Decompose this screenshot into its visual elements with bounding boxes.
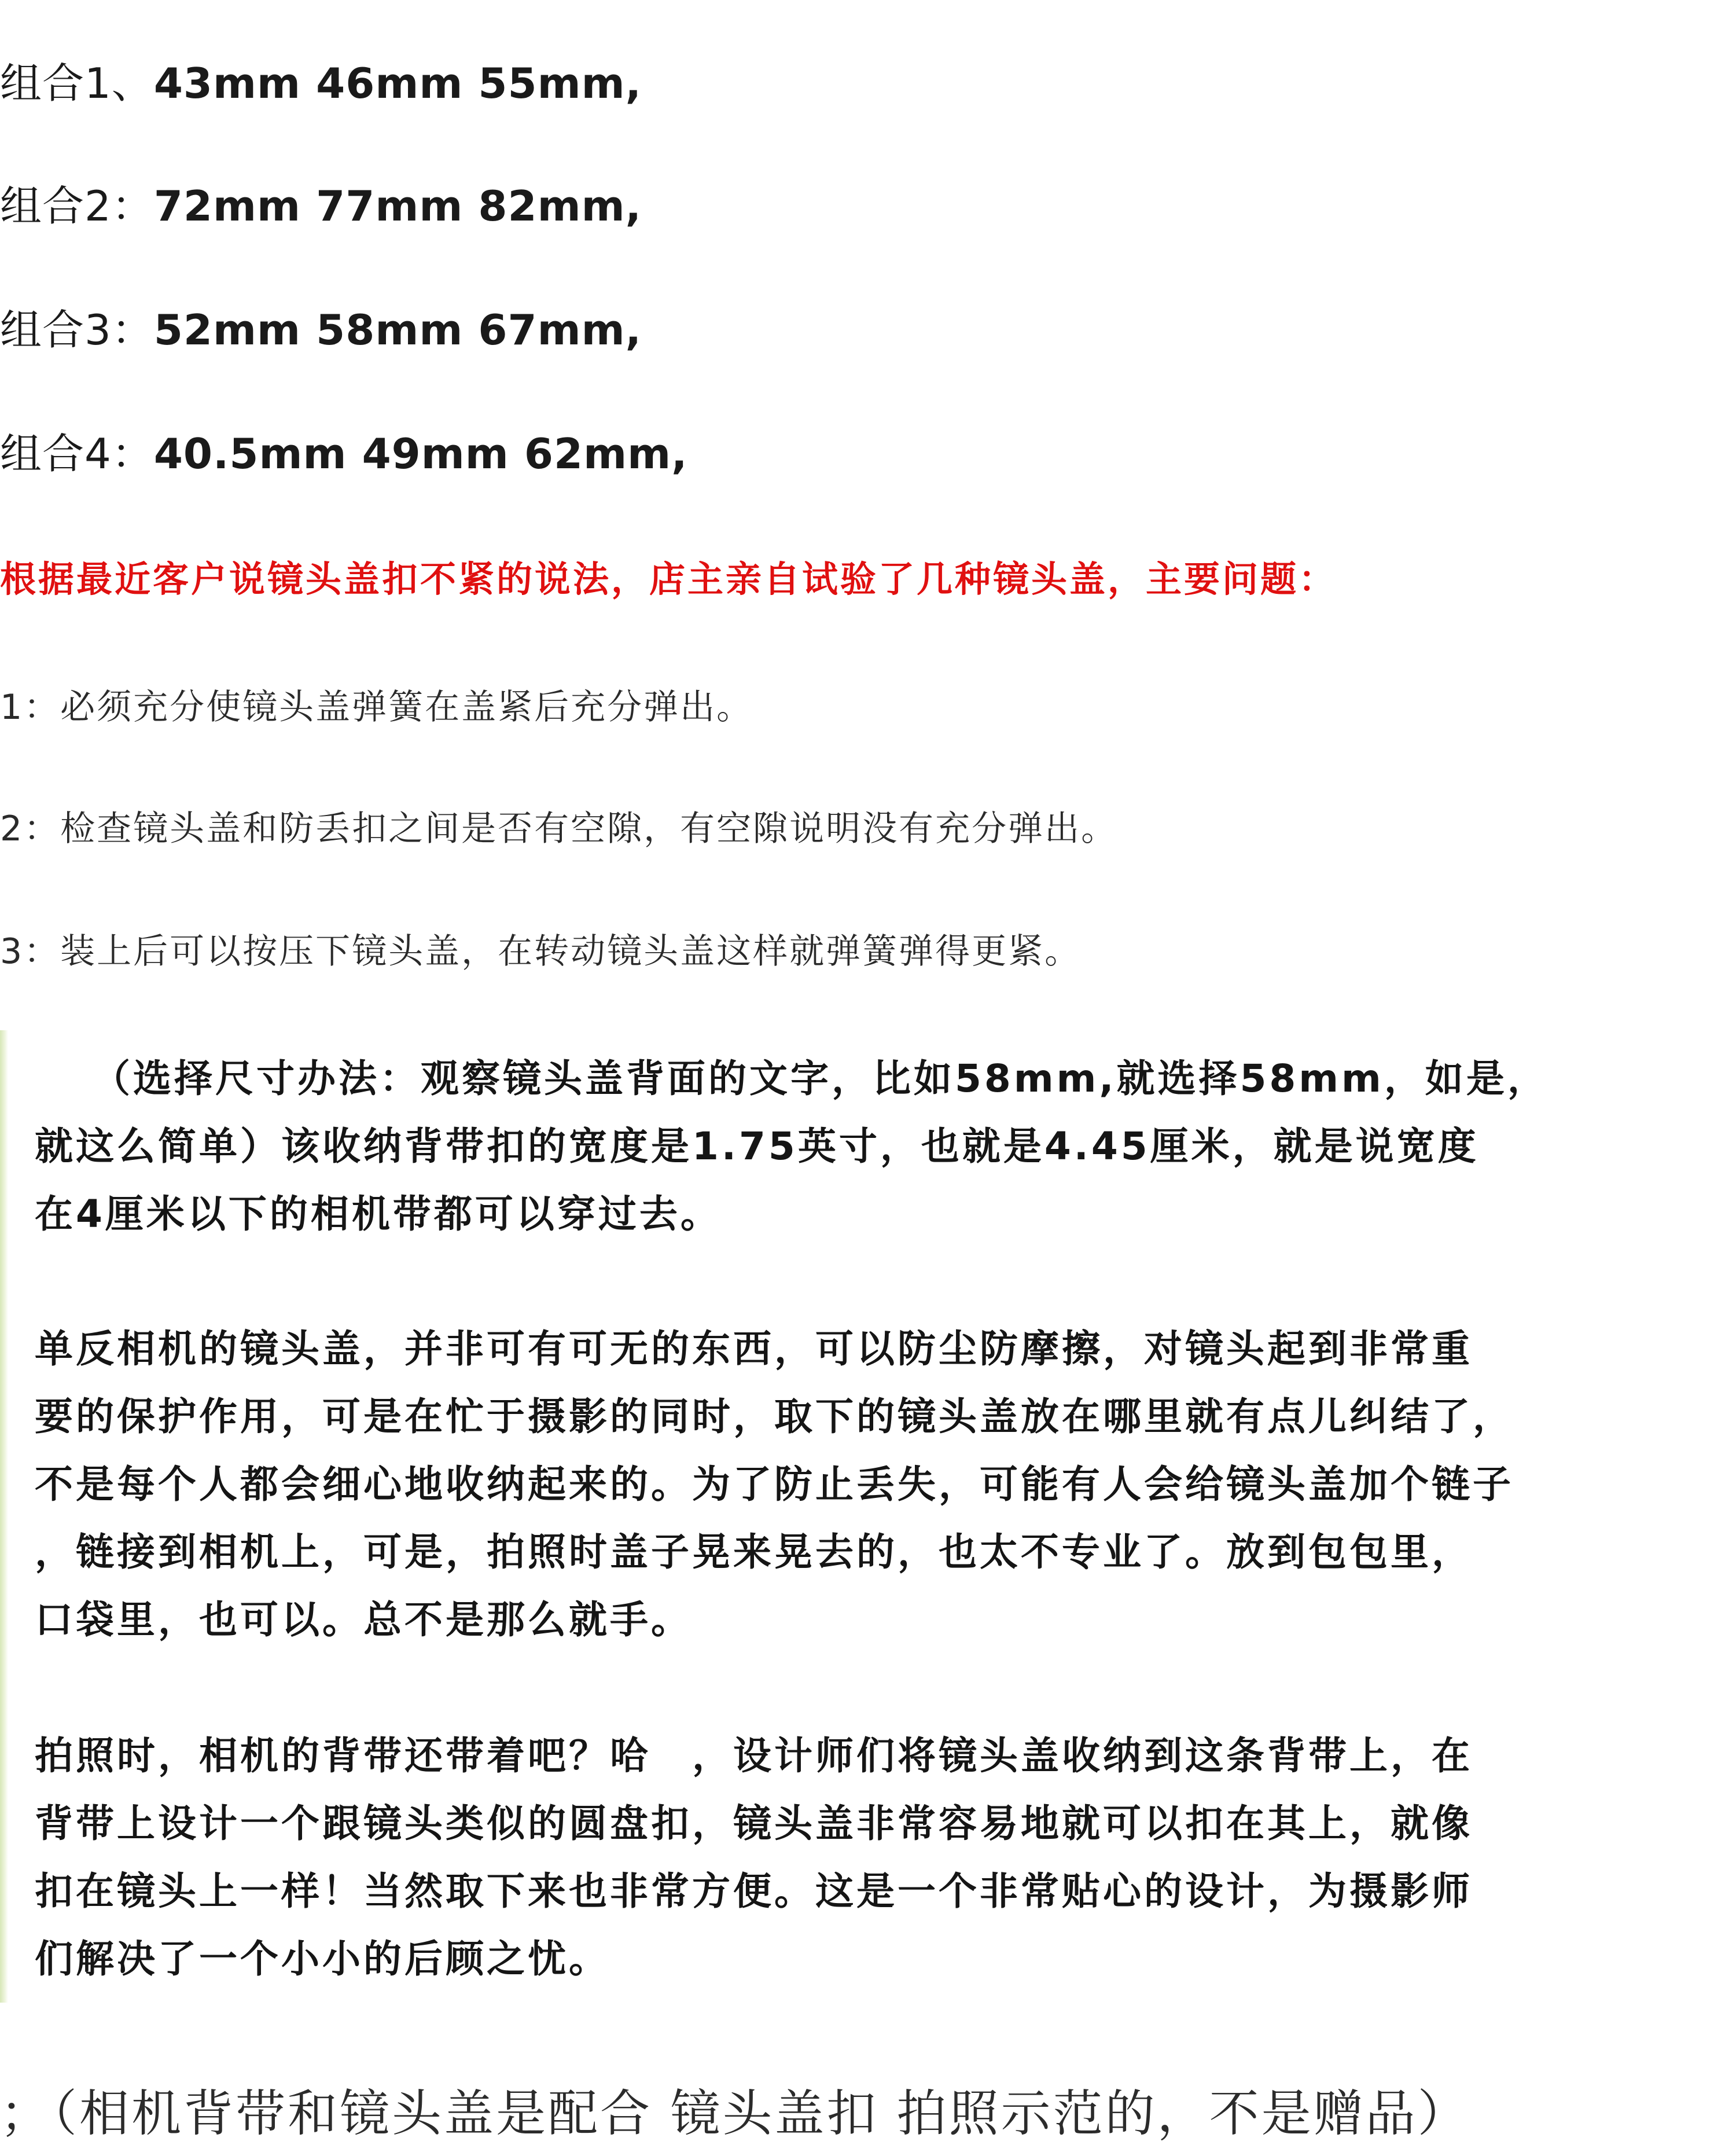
combo-label: 组合4：	[0, 429, 154, 478]
combo-line-1	[0, 59, 642, 108]
footer-note: ；（相机背带和镜头盖是配合 镜头盖扣 拍照示范的，不是赠品）	[0, 2085, 1470, 2143]
paragraph-line: 拍照时，相机的背带还带着吧？哈 ，设计师们将镜头盖收纳到这条背带上，在	[35, 1733, 1473, 1778]
accent-bar	[0, 1030, 8, 2003]
combo-label: 组合1、	[0, 59, 154, 108]
paragraph-line: （选择尺寸办法：观察镜头盖背面的文字，比如58mm,就选择58mm，如是，	[35, 1056, 1549, 1101]
combo-sizes: 52mm 58mm 67mm,	[153, 306, 642, 354]
paragraph-line: 不是每个人都会细心地收纳起来的。为了防止丢失，可能有人会给镜头盖加个链子	[35, 1462, 1514, 1507]
combo-line-2	[0, 182, 642, 230]
strap-design-paragraph	[35, 1722, 1713, 1993]
paragraph-line: ，链接到相机上，可是，拍照时盖子晃来晃去的，也太不专业了。放到包包里，	[35, 1530, 1473, 1574]
combo-line-4	[0, 429, 688, 478]
tip-2: 2：检查镜头盖和防丢扣之间是否有空隙，有空隙说明没有充分弹出。	[0, 809, 1118, 849]
paragraph-line: 扣在镜头上一样！当然取下来也非常方便。这是一个非常贴心的设计，为摄影师	[35, 1869, 1473, 1913]
combo-line-3	[0, 306, 642, 354]
combo-sizes: 40.5mm 49mm 62mm,	[153, 429, 688, 478]
tip-1: 1：必须充分使镜头盖弹簧在盖紧后充分弹出。	[0, 687, 753, 728]
paragraph-line: 要的保护作用，可是在忙于摄影的同时，取下的镜头盖放在哪里就有点儿纠结了，	[35, 1394, 1514, 1439]
paragraph-line: 在4厘米以下的相机带都可以穿过去。	[35, 1192, 722, 1236]
paragraph-line: 就这么简单）该收纳背带扣的宽度是1.75英寸，也就是4.45厘米，就是说宽度	[35, 1124, 1479, 1169]
paragraph-line: 背带上设计一个跟镜头类似的圆盘扣，镜头盖非常容易地就可以扣在其上，就像	[35, 1801, 1473, 1846]
notice-heading: 根据最近客户说镜头盖扣不紧的说法，店主亲自试验了几种镜头盖，主要问题：	[0, 558, 1337, 600]
paragraph-line: 口袋里，也可以。总不是那么就手。	[35, 1597, 692, 1642]
combo-label: 组合2：	[0, 182, 154, 230]
paragraph-line: 们解决了一个小小的后顾之忧。	[35, 1937, 610, 1981]
combo-label: 组合3：	[0, 306, 154, 354]
combo-sizes: 72mm 77mm 82mm,	[153, 182, 642, 230]
lens-cap-paragraph	[35, 1315, 1713, 1654]
size-guide-paragraph	[35, 1045, 1713, 1248]
paragraph-line: 单反相机的镜头盖，并非可有可无的东西，可以防尘防摩擦，对镜头起到非常重	[35, 1327, 1473, 1371]
combo-sizes: 43mm 46mm 55mm,	[153, 59, 642, 108]
tip-3: 3：装上后可以按压下镜头盖，在转动镜头盖这样就弹簧弹得更紧。	[0, 931, 1082, 972]
